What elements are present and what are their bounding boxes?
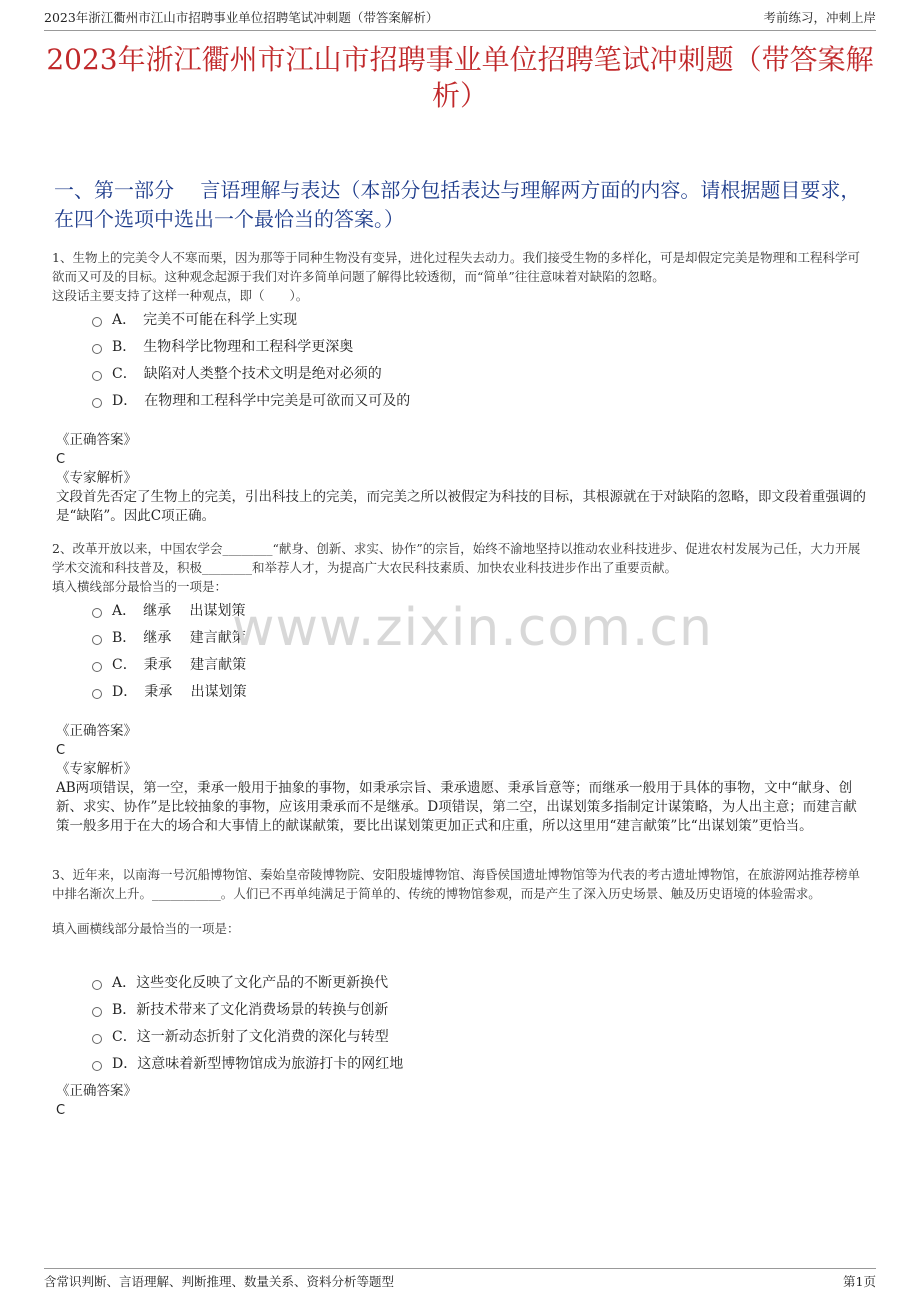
page-footer	[44, 1268, 876, 1292]
analysis-text: AB两项错误，第一空，秉承一般用于抽象的事物，如秉承宗旨、秉承遗愿、秉承旨意等；而继承一般用于具体的事物，文中“献身、创新、求实、协作”是比较抽象的事物，应该用秉承而不是继承。D项错误，第二空，出谋划策多指制定计谋策略，为人出主意；而建言献策一般多用于在大的场合和大事情上的献谋献策，要比出谋划策更加正式和庄重，所以这里用“建言献策”比“出谋划策”更恰当。	[56, 780, 857, 834]
page-header	[44, 8, 876, 31]
question-2	[52, 539, 866, 596]
question-stem: 3、近年来，以南海一号沉船博物馆、秦始皇帝陵博物院、安阳殷墟博物馆、海昏侯国遗址博物馆等为代表的考古遗址博物馆，在旅游网站推荐榜单中排名渐次上升。___________。人们已不再单纯满足于简单的、传统的博物馆参观，而是产生了深入历史场景、触及历史语境的体验需求。	[52, 867, 860, 901]
radio-icon[interactable]	[92, 662, 102, 672]
option-c[interactable]: C． 秉承 建言献策	[92, 650, 247, 677]
section-heading: 一、第一部分 言语理解与表达（本部分包括表达与理解两方面的内容。请根据题目要求，在四个选项中选出一个最恰当的答案。）	[54, 178, 861, 231]
option-b[interactable]: B． 继承 建言献策	[92, 623, 247, 650]
question-stem: 1、生物上的完美令人不寒而栗，因为那等于同种生物没有变异，进化过程失去动力。我们接受生物的多样化，可是却假定完美是物理和工程科学可欲而又可及的目标。这种观念起源于我们对许多简单问题了解得比较透彻，而“简单”往往意味着对缺陷的忽略。	[52, 250, 860, 284]
option-c[interactable]: C． 缺陷对人类整个技术文明是绝对必须的	[92, 359, 410, 386]
radio-icon[interactable]	[92, 1007, 102, 1017]
analysis-label: 《专家解析》	[56, 761, 137, 777]
footer-note: 含常识判断、言语理解、判断推理、数量关系、资料分析等题型	[44, 1274, 395, 1289]
radio-icon[interactable]	[92, 608, 102, 618]
answer-value: C	[56, 743, 66, 758]
radio-icon[interactable]	[92, 317, 102, 327]
radio-icon[interactable]	[92, 980, 102, 990]
analysis-text: 文段首先否定了生物上的完美，引出科技上的完美，而完美之所以被假定为科技的目标，其根源就在于对缺陷的忽略，即文段着重强调的是“缺陷”。因此C项正确。	[56, 489, 866, 524]
radio-icon[interactable]	[92, 1034, 102, 1044]
options-3	[92, 968, 403, 1076]
answer-label: 《正确答案》	[56, 1083, 137, 1099]
question-stem: 2、改革开放以来，中国农学会________“献身、创新、求实、协作”的宗旨，始终不渝地坚持以推动农业科技进步、促进农村发展为己任，大力开展学术交流和科技普及，积极________和举荐人才，为提高广大农民科技素质、加快农业科技进步作出了重要贡献。	[52, 541, 861, 575]
radio-icon[interactable]	[92, 371, 102, 381]
page-number: 第1页	[843, 1274, 876, 1289]
radio-icon[interactable]	[92, 689, 102, 699]
option-b[interactable]: B．新技术带来了文化消费场景的转换与创新	[92, 995, 403, 1022]
radio-icon[interactable]	[92, 398, 102, 408]
option-d[interactable]: D． 在物理和工程科学中完美是可欲而又可及的	[92, 386, 410, 413]
option-d[interactable]: D．这意味着新型博物馆成为旅游打卡的网红地	[92, 1049, 403, 1076]
header-title: 2023年浙江衢州市江山市招聘事业单位招聘笔试冲刺题（带答案解析）	[44, 10, 439, 25]
answer-value: C	[56, 1103, 66, 1118]
question-prompt: 填入横线部分最恰当的一项是：	[52, 579, 228, 594]
options-2	[92, 596, 247, 704]
answer-block-1	[56, 431, 870, 526]
option-a[interactable]: A． 继承 出谋划策	[92, 596, 247, 623]
answer-label: 《正确答案》	[56, 432, 137, 448]
radio-icon[interactable]	[92, 635, 102, 645]
radio-icon[interactable]	[92, 344, 102, 354]
option-a[interactable]: A． 完美不可能在科学上实现	[92, 305, 410, 332]
watermark: www.zixin.com.cn	[232, 598, 713, 658]
answer-block-2	[56, 722, 870, 836]
analysis-label: 《专家解析》	[56, 470, 137, 486]
answer-block-3	[56, 1082, 870, 1120]
question-1	[52, 248, 866, 305]
options-1	[92, 305, 410, 413]
option-c[interactable]: C．这一新动态折射了文化消费的深化与转型	[92, 1022, 403, 1049]
option-a[interactable]: A．这些变化反映了文化产品的不断更新换代	[92, 968, 403, 995]
radio-icon[interactable]	[92, 1061, 102, 1071]
answer-label: 《正确答案》	[56, 723, 137, 739]
header-slogan: 考前练习，冲刺上岸	[763, 10, 876, 25]
document-title: 2023年浙江衢州市江山市招聘事业单位招聘笔试冲刺题（带答案解析）	[46, 43, 874, 112]
question-3	[52, 865, 866, 938]
option-b[interactable]: B． 生物科学比物理和工程科学更深奥	[92, 332, 410, 359]
question-prompt: 填入画横线部分最恰当的一项是：	[52, 921, 240, 936]
question-prompt: 这段话主要支持了这样一种观点，即（ ）。	[52, 288, 309, 303]
option-d[interactable]: D． 秉承 出谋划策	[92, 677, 247, 704]
answer-value: C	[56, 452, 66, 467]
